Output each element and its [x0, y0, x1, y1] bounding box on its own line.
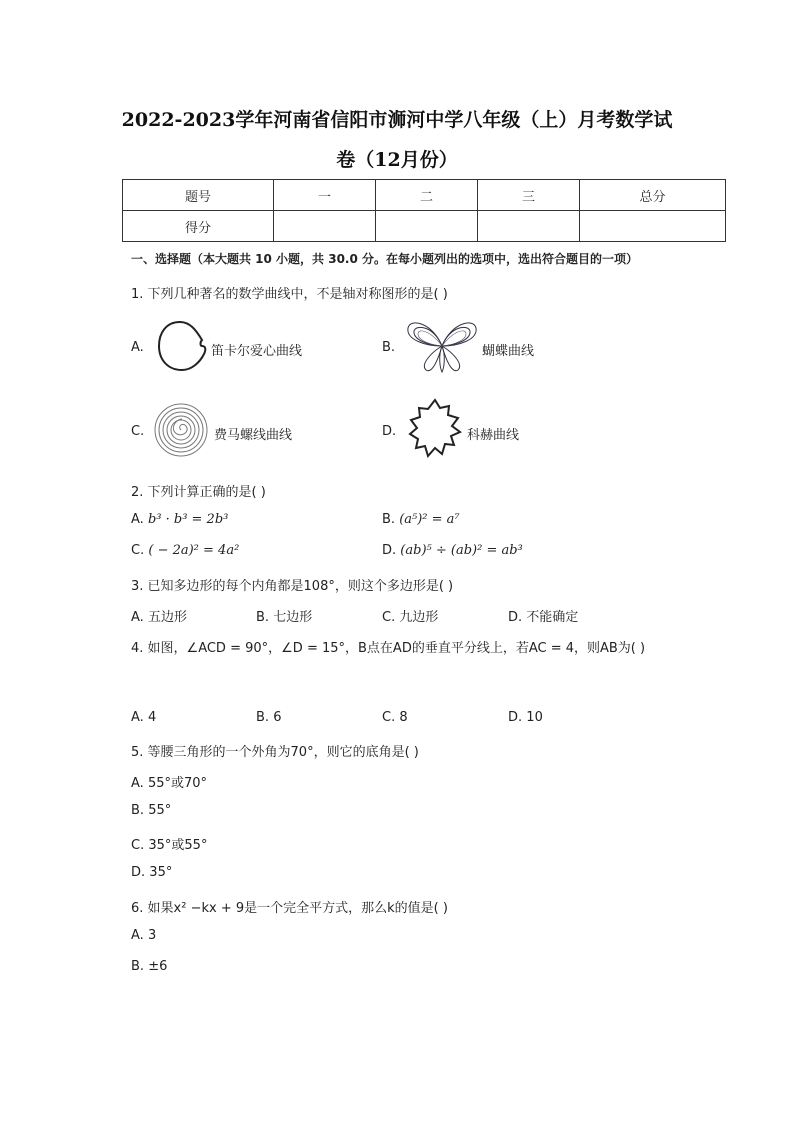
score-table-header-cell: 三 — [478, 180, 580, 211]
option-letter: D. — [131, 865, 146, 880]
question-1-text: 1. 下列几种著名的数学曲线中，不是轴对称图形的是( ) — [131, 287, 448, 302]
option-label: 6 — [273, 710, 282, 725]
q2-option-a[interactable] — [131, 512, 228, 527]
page-title-line-2: 卷（12月份） — [336, 149, 458, 171]
option-label: 55°或70° — [147, 776, 208, 791]
option-label: 10 — [526, 710, 543, 725]
q1-option-a-label: 笛卡尔爱心曲线 — [211, 344, 303, 359]
q3-option-c[interactable] — [382, 606, 438, 625]
score-table-header-cell: 总分 — [580, 180, 726, 211]
q1-option-b-letter[interactable]: B. — [382, 340, 396, 355]
option-letter: A. — [131, 776, 144, 791]
q3-option-a[interactable] — [131, 606, 187, 625]
butterfly-curve-icon — [404, 318, 480, 376]
q1-option-c-letter[interactable]: C. — [131, 424, 145, 439]
q1-option-d-letter[interactable]: D. — [382, 424, 397, 439]
option-label: ±6 — [148, 959, 168, 974]
score-input-cell[interactable] — [376, 211, 478, 242]
option-label: 4 — [147, 710, 157, 725]
q5-option-b[interactable] — [131, 803, 171, 818]
option-letter: D. — [382, 543, 397, 558]
q5-option-d[interactable] — [131, 865, 172, 880]
q1-option-c-label: 费马螺线曲线 — [214, 428, 293, 443]
fermat-spiral-icon — [153, 402, 209, 458]
q2-option-c[interactable] — [131, 543, 239, 558]
option-letter: B. — [131, 959, 145, 974]
option-label: 不能确定 — [526, 610, 579, 625]
score-input-cell[interactable] — [274, 211, 376, 242]
option-label: 七边形 — [273, 610, 313, 625]
question-2-text: 2. 下列计算正确的是( ) — [131, 485, 266, 500]
option-letter: B. — [256, 710, 270, 725]
option-letter: A. — [131, 928, 144, 943]
q5-option-c[interactable] — [131, 834, 207, 853]
q5-option-a[interactable] — [131, 772, 207, 791]
page-title-line-1: 2022-2023学年河南省信阳市浉河中学八年级（上）月考数学试 — [121, 109, 673, 131]
option-letter: B. — [131, 803, 145, 818]
question-6-text: 6. 如果x² −kx + 9是一个完全平方式，那么k的值是( ) — [131, 901, 448, 916]
koch-snowflake-icon — [404, 396, 466, 462]
q2-option-b[interactable] — [382, 512, 460, 527]
q6-option-a[interactable] — [131, 928, 156, 943]
score-table-header-cell: 二 — [376, 180, 478, 211]
score-input-cell[interactable] — [478, 211, 580, 242]
question-5-text: 5. 等腰三角形的一个外角为70°，则它的底角是( ) — [131, 745, 419, 760]
option-formula: b³ · b³ = 2b³ — [147, 512, 229, 527]
q2-option-d[interactable] — [382, 543, 523, 558]
q1-option-d-label: 科赫曲线 — [467, 428, 520, 443]
section-heading: 一、选择题（本大题共 10 小题，共 30.0 分。在每小题列出的选项中，选出符合题目的一项） — [131, 252, 639, 266]
question-3-text: 3. 已知多边形的每个内角都是108°，则这个多边形是( ) — [131, 579, 454, 594]
q4-option-d[interactable] — [508, 710, 543, 725]
option-formula: (a⁵)² = a⁷ — [399, 512, 460, 527]
option-letter: B. — [382, 512, 396, 527]
score-table-score-row — [123, 211, 726, 242]
score-table — [122, 179, 726, 242]
option-formula: ( − 2a)² = 4a² — [148, 543, 240, 558]
option-letter: C. — [131, 838, 145, 853]
option-letter: C. — [382, 610, 396, 625]
score-input-cell[interactable] — [580, 211, 726, 242]
option-formula: (ab)⁵ ÷ (ab)² = ab³ — [400, 543, 523, 558]
option-label: 8 — [399, 710, 408, 725]
option-letter: A. — [131, 610, 144, 625]
option-letter: C. — [131, 543, 145, 558]
q6-option-b[interactable] — [131, 959, 167, 974]
option-label: 九边形 — [399, 610, 439, 625]
q4-option-b[interactable] — [256, 710, 281, 725]
question-4-text: 4. 如图，∠ACD = 90°，∠D = 15°，B点在AD的垂直平分线上，若AC = 4，则AB为( ) — [131, 641, 646, 656]
score-table-header-cell: 题号 — [123, 180, 274, 211]
q1-option-a-letter[interactable]: A. — [131, 340, 144, 355]
q3-option-b[interactable] — [256, 606, 312, 625]
q3-option-d[interactable] — [508, 606, 578, 625]
option-label: 3 — [147, 928, 157, 943]
option-letter: D. — [508, 610, 523, 625]
option-letter: B. — [256, 610, 270, 625]
score-table-row-label: 得分 — [123, 211, 274, 242]
q4-option-a[interactable] — [131, 710, 156, 725]
score-table-header-row — [123, 180, 726, 211]
option-label: 35°或55° — [148, 838, 208, 853]
option-label: 55° — [148, 803, 172, 818]
option-label: 五边形 — [147, 610, 187, 625]
cardioid-curve-icon — [156, 318, 210, 374]
q1-option-b-label: 蝴蝶曲线 — [482, 344, 535, 359]
option-letter: D. — [508, 710, 523, 725]
option-letter: C. — [382, 710, 396, 725]
option-label: 35° — [149, 865, 173, 880]
score-table-header-cell: 一 — [274, 180, 376, 211]
option-letter: A. — [131, 710, 144, 725]
q4-option-c[interactable] — [382, 710, 408, 725]
option-letter: A. — [131, 512, 144, 527]
